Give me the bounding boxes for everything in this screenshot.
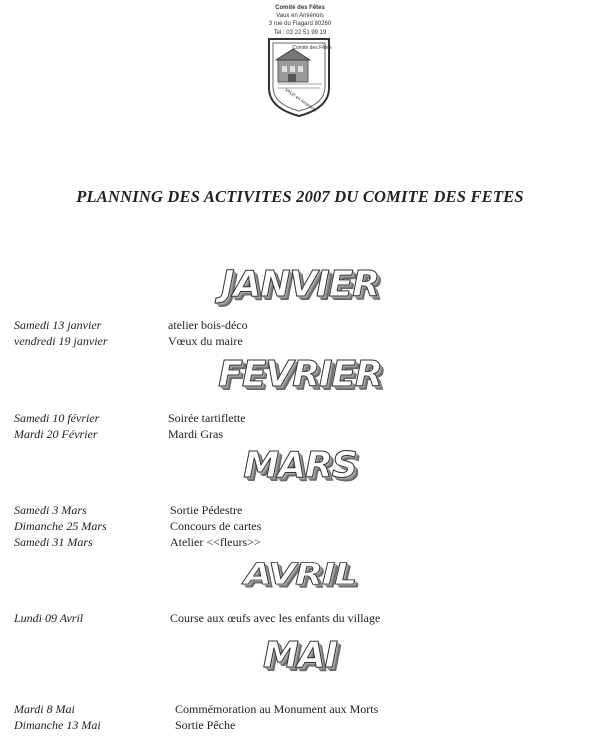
event-activity: Commémoration au Monument aux Morts	[175, 702, 379, 716]
crest-bottom-text: VAUX en Amiénois	[283, 86, 318, 113]
event-date: Mardi 20 Février	[14, 427, 98, 441]
event-date: Dimanche 13 Mai	[14, 718, 101, 732]
crest-logo	[266, 36, 332, 118]
org-phone: Tel : 03 22 51 99 19	[273, 30, 327, 36]
month-heading-avril: AVRIL	[243, 557, 357, 592]
event-activity: atelier bois-déco	[168, 318, 248, 332]
event-date: Samedi 31 Mars	[14, 535, 93, 549]
org-name: Comité des Fêtes	[275, 5, 325, 11]
event-date: Samedi 13 janvier	[14, 318, 102, 332]
org-address: 3 rue du Flagard 80260	[268, 21, 332, 27]
event-activity: Atelier <<fleurs>>	[170, 535, 261, 549]
month-heading-mai: MAI	[262, 635, 338, 676]
month-heading-fevrier: FEVRIER	[218, 354, 382, 395]
event-activity: Sortie Pédestre	[170, 503, 243, 517]
event-activity: Sortie Pêche	[175, 718, 236, 732]
event-activity: Vœux du maire	[168, 334, 243, 348]
event-activity: Soirée tartiflette	[168, 411, 246, 425]
month-heading-janvier: JANVIER	[221, 264, 379, 305]
event-date: Dimanche 25 Mars	[14, 519, 107, 533]
event-date: vendredi 19 janvier	[14, 334, 108, 348]
crest-top-text: Comité des Fêtes	[292, 45, 332, 51]
event-activity: Course aux œufs avec les enfants du village	[170, 611, 381, 625]
event-activity: Mardi Gras	[168, 427, 223, 441]
org-town: Vaux en Amiénois	[276, 13, 324, 19]
event-date: Samedi 10 février	[14, 411, 100, 425]
event-date: Mardi 8 Mai	[14, 702, 75, 716]
month-heading-mars: MARS	[243, 445, 357, 486]
event-activity: Concours de cartes	[170, 519, 262, 533]
page-title: PLANNING DES ACTIVITES 2007 DU COMITE DES FETES	[76, 187, 524, 206]
event-date: Samedi 3 Mars	[14, 503, 87, 517]
event-date: Lundi 09 Avril	[14, 611, 84, 625]
